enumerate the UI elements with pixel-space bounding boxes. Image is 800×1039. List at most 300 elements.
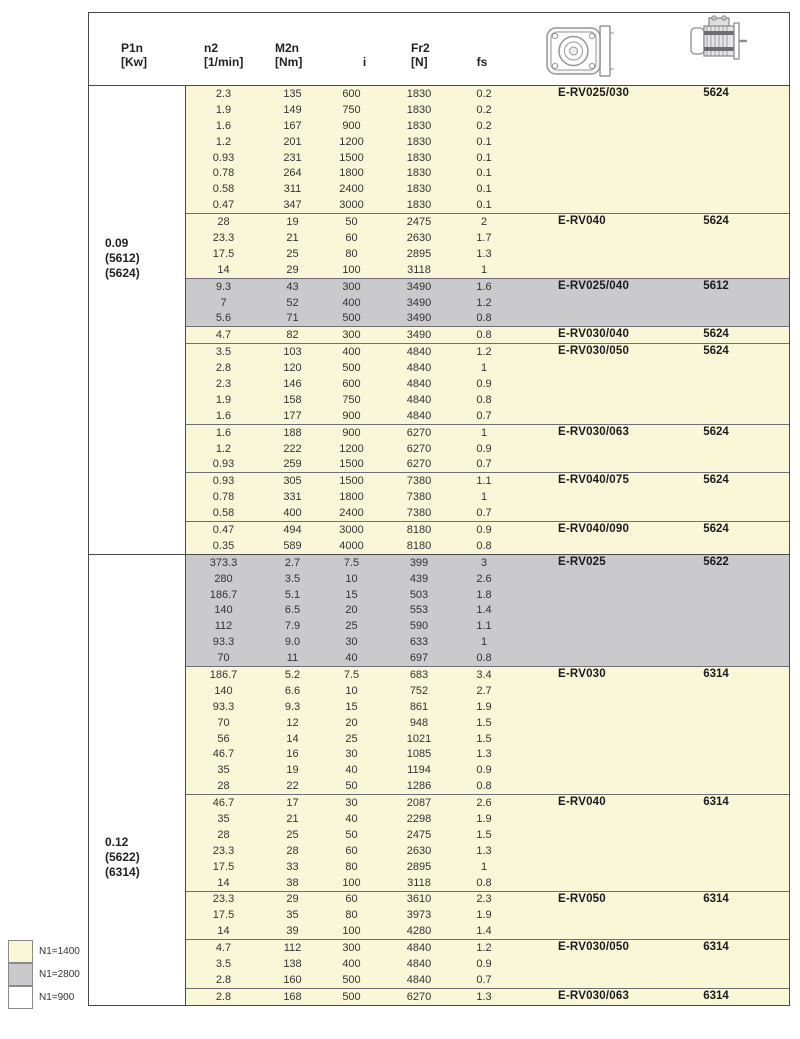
cell: 3000: [339, 199, 364, 212]
gearbox-model: E-RV050: [558, 892, 606, 905]
cell: 1.6: [215, 409, 232, 422]
motor-size: 5624: [703, 328, 729, 341]
cell: 14: [217, 263, 230, 276]
motor-size: 5624: [703, 87, 729, 99]
cell: 25: [286, 247, 299, 260]
cell: 6270: [406, 426, 432, 439]
cell: 7.5: [343, 556, 360, 569]
cell: 2.3: [215, 87, 232, 100]
cell: 4.7: [215, 942, 232, 955]
cell: 1830: [406, 87, 432, 100]
cell: 140: [214, 604, 233, 617]
cell: 494: [283, 523, 302, 536]
cell: 4840: [406, 346, 432, 359]
cell: 2630: [406, 844, 432, 857]
table-row: [186, 262, 789, 278]
cell: 280: [214, 572, 233, 585]
column-label: Fr2: [411, 41, 430, 55]
cell: 0.47: [212, 199, 235, 212]
p1n-value: [105, 236, 140, 281]
cell: 28: [217, 780, 230, 793]
table-row: [186, 603, 789, 619]
cell: 1500: [339, 475, 364, 488]
cell: 1830: [406, 151, 432, 164]
cell: 0.8: [476, 393, 492, 406]
cell: 15: [345, 700, 358, 713]
cell: 1.4: [476, 925, 492, 938]
motor-size: 5622: [703, 555, 729, 568]
cell: 0.93: [212, 475, 235, 488]
gearbox-block: [186, 326, 789, 343]
motor-size: 6314: [703, 989, 729, 1002]
gearbox-model: E-RV030: [558, 668, 606, 681]
cell: 100: [342, 876, 361, 889]
cell: 1.6: [476, 280, 492, 293]
column-label: P1n: [121, 41, 144, 55]
cell: 400: [342, 296, 361, 309]
cell: 1.6: [215, 119, 232, 132]
cell: 2.8: [215, 973, 232, 986]
cell: 167: [283, 119, 302, 132]
cell: 40: [345, 813, 358, 826]
cell: 35: [217, 764, 230, 777]
cell: 9.0: [284, 636, 301, 649]
table-row: [186, 408, 789, 424]
cell: 600: [342, 87, 361, 100]
cell: 0.1: [476, 151, 492, 164]
motor-size: 6314: [703, 941, 729, 954]
table-row: [186, 441, 789, 457]
cell: 0.1: [476, 135, 492, 148]
cell: 590: [409, 620, 429, 633]
p1n-cell: [89, 86, 186, 554]
cell: 50: [345, 216, 358, 229]
cell: 6.5: [284, 604, 301, 617]
table-row: [186, 859, 789, 875]
table-body: [89, 86, 789, 1005]
column-unit: [N]: [411, 55, 428, 69]
cell: 500: [342, 990, 361, 1003]
cell: 3118: [407, 876, 431, 889]
gearbox-model: E-RV040/075: [558, 474, 630, 487]
cell: 300: [342, 280, 361, 293]
cell: 231: [283, 151, 302, 164]
cell: 500: [342, 312, 361, 325]
gearbox-model: E-RV030/063: [558, 989, 630, 1002]
cell: 1.3: [476, 748, 492, 761]
cell: 1830: [406, 135, 432, 148]
cell: 8180: [406, 523, 432, 536]
cell: 168: [283, 990, 302, 1003]
cell: 35: [217, 813, 230, 826]
column-header-fr2: [411, 41, 430, 69]
cell: 2475: [406, 828, 432, 841]
cell: 7380: [406, 507, 432, 520]
cell: 750: [342, 393, 361, 406]
cell: 400: [342, 346, 361, 359]
cell: 30: [345, 797, 358, 810]
cell: 1194: [407, 764, 431, 777]
cell: 1.9: [215, 393, 232, 406]
gearbox-model: E-RV025/030: [558, 87, 630, 99]
cell: 7: [220, 296, 227, 309]
cell: 264: [283, 167, 302, 180]
cell: 2.8: [215, 362, 232, 375]
cell: 103: [283, 346, 302, 359]
cell: 1200: [339, 135, 364, 148]
table-row: [186, 778, 789, 794]
cell: 1.9: [476, 909, 492, 922]
cell: 6270: [406, 458, 432, 471]
cell: 0.93: [212, 151, 235, 164]
cell: 399: [409, 556, 429, 569]
cell: 4840: [406, 393, 432, 406]
cell: 1.5: [476, 828, 492, 841]
cell: 186.7: [209, 669, 238, 681]
cell: 4840: [406, 973, 432, 986]
cell: 1500: [339, 151, 364, 164]
cell: 0.35: [212, 539, 235, 552]
cell: 4280: [406, 925, 432, 938]
cell: 0.9: [476, 958, 492, 971]
cell: 5.1: [284, 588, 301, 601]
cell: 0.7: [476, 409, 492, 422]
cell: 5.6: [215, 312, 232, 325]
gearbox-blocks: [186, 86, 789, 554]
motor-size: 6314: [703, 668, 729, 681]
legend-swatch-gray: [8, 963, 33, 986]
cell: 0.8: [476, 780, 492, 793]
cell: 0.7: [476, 458, 492, 471]
cell: 0.9: [476, 764, 492, 777]
cell: 1085: [406, 748, 432, 761]
table-row: [186, 295, 789, 311]
table-row: [186, 843, 789, 859]
p1n-cell: [89, 555, 186, 1005]
cell: 1830: [406, 183, 432, 196]
cell: 160: [283, 973, 302, 986]
legend-swatch-white: [8, 986, 33, 1009]
legend-item-n1-900: [8, 986, 80, 1009]
cell: 10: [345, 684, 358, 697]
cell: 2: [480, 216, 488, 229]
column-unit: [Nm]: [275, 55, 303, 69]
cell: 1500: [339, 458, 364, 471]
cell: 3610: [406, 893, 432, 906]
cell: 1.5: [476, 732, 492, 745]
cell: 6.6: [284, 684, 301, 697]
cell: 1.3: [476, 247, 492, 260]
cell: 0.78: [212, 491, 235, 504]
cell: 14: [217, 925, 230, 938]
table-row: [186, 181, 789, 197]
cell: 1: [480, 491, 488, 504]
cell: 7.5: [343, 669, 360, 681]
cell: 0.1: [476, 183, 492, 196]
cell: 30: [345, 636, 358, 649]
table-row: [186, 650, 789, 666]
cell: 1830: [406, 103, 432, 116]
gearbox-model: E-RV030/063: [558, 425, 630, 438]
motor-ref: (5624): [105, 266, 140, 280]
table-row: [186, 489, 789, 505]
table-row: [186, 376, 789, 392]
legend-label: N1=2800: [39, 969, 80, 980]
cell: 3.5: [215, 346, 232, 359]
motor-ref: (5612): [105, 251, 140, 265]
cell: 439: [409, 572, 429, 585]
table-row: [186, 972, 789, 988]
cell: 20: [345, 716, 358, 729]
p1n-value: [105, 835, 140, 880]
cell: 3490: [406, 296, 432, 309]
cell: 900: [342, 409, 361, 422]
cell: 201: [283, 135, 302, 148]
cell: 948: [409, 716, 429, 729]
cell: 1830: [406, 199, 432, 212]
cell: 19: [286, 216, 299, 229]
cell: 1: [480, 860, 488, 873]
cell: 1.2: [476, 296, 492, 309]
cell: 46.7: [212, 797, 235, 810]
cell: 20: [345, 604, 358, 617]
cell: 1800: [339, 491, 364, 504]
cell: 861: [409, 700, 429, 713]
cell: 3: [480, 556, 488, 569]
gearbox-block: [186, 424, 789, 473]
cell: 28: [286, 844, 299, 857]
legend-label: N1=900: [39, 992, 75, 1003]
cell: 331: [283, 491, 302, 504]
cell: 347: [283, 199, 302, 212]
cell: 71: [286, 312, 299, 325]
cell: 22: [286, 780, 299, 793]
legend-item-n1-1400: [8, 940, 80, 963]
cell: 28: [217, 216, 230, 229]
cell: 0.1: [476, 167, 492, 180]
cell: 4840: [406, 377, 432, 390]
gearbox-icon: [544, 23, 616, 79]
cell: 82: [286, 329, 299, 342]
table-row: [186, 310, 789, 326]
gearbox-block: [186, 666, 789, 794]
motor-size: 5624: [703, 345, 729, 358]
cell: 1.9: [215, 103, 232, 116]
cell: 1200: [339, 442, 364, 455]
cell: 900: [342, 426, 361, 439]
gearbox-block: [186, 343, 789, 423]
cell: 112: [283, 942, 302, 955]
cell: 0.58: [212, 507, 235, 520]
cell: 1: [480, 263, 488, 276]
motor-size: 5624: [703, 523, 729, 536]
column-unit: [Kw]: [121, 55, 147, 69]
table-row: [186, 360, 789, 376]
cell: 93.3: [212, 700, 235, 713]
table-row: [186, 634, 789, 650]
table-row: [186, 715, 789, 731]
cell: 29: [286, 263, 299, 276]
cell: 4840: [406, 409, 432, 422]
cell: 14: [217, 876, 230, 889]
column-header-n2: [204, 41, 243, 69]
column-label: M2n: [275, 41, 299, 55]
cell: 56: [217, 732, 230, 745]
cell: 1.3: [476, 990, 492, 1003]
cell: 3.4: [476, 669, 492, 681]
cell: 138: [283, 958, 302, 971]
gearbox-model: E-RV030/050: [558, 941, 630, 954]
cell: 750: [342, 103, 361, 116]
cell: 0.8: [476, 652, 492, 665]
power-section-0.12: [89, 554, 789, 1005]
cell: 52: [286, 296, 299, 309]
table-row: [186, 907, 789, 923]
table-row: [186, 538, 789, 554]
cell: 9.3: [284, 700, 301, 713]
cell: 100: [342, 263, 361, 276]
cell: 0.47: [212, 523, 235, 536]
gearbox-blocks: [186, 555, 789, 1005]
cell: 7380: [406, 475, 432, 488]
table-row: [186, 230, 789, 246]
cell: 0.2: [476, 119, 492, 132]
cell: 589: [283, 539, 302, 552]
cell: 17: [286, 797, 299, 810]
gearbox-model: E-RV030/050: [558, 345, 630, 358]
cell: 1.4: [476, 604, 492, 617]
cell: 1.7: [476, 231, 492, 244]
cell: 19: [286, 764, 299, 777]
cell: 15: [345, 588, 358, 601]
legend-label: N1=1400: [39, 946, 80, 957]
cell: 2.7: [476, 684, 492, 697]
cell: 186.7: [209, 588, 238, 601]
table-row: [186, 827, 789, 843]
cell: 17.5: [212, 247, 235, 260]
cell: 1.3: [476, 844, 492, 857]
cell: 60: [345, 231, 358, 244]
gearbox-block: [186, 939, 789, 988]
cell: 4840: [406, 362, 432, 375]
cell: 5.2: [284, 669, 301, 681]
cell: 1.8: [476, 588, 492, 601]
cell: 1830: [406, 119, 432, 132]
cell: 1021: [406, 732, 432, 745]
cell: 2.6: [476, 797, 492, 810]
cell: 1.6: [215, 426, 232, 439]
cell: 3490: [406, 280, 432, 293]
cell: 23.3: [212, 844, 235, 857]
table-row: [186, 587, 789, 603]
cell: 4000: [339, 539, 364, 552]
gearbox-block: [186, 555, 789, 666]
cell: 0.9: [476, 377, 492, 390]
cell: 60: [345, 893, 358, 906]
cell: 2087: [406, 797, 432, 810]
motor-size: 5624: [703, 215, 729, 228]
table-row: [186, 811, 789, 827]
cell: 683: [409, 669, 429, 681]
cell: 1: [480, 636, 488, 649]
cell: 70: [217, 716, 230, 729]
cell: 16: [286, 748, 299, 761]
cell: 0.8: [476, 312, 492, 325]
cell: 305: [283, 475, 302, 488]
table-row: [186, 456, 789, 472]
gearbox-block: [186, 213, 789, 278]
table-row: [186, 165, 789, 181]
cell: 0.2: [476, 103, 492, 116]
cell: 7.9: [284, 620, 301, 633]
cell: 300: [342, 942, 361, 955]
cell: 135: [283, 87, 302, 100]
gearbox-model: E-RV030/040: [558, 328, 630, 341]
n1-speed-legend: [8, 940, 80, 1009]
gearbox-block: [186, 521, 789, 554]
table-row: [186, 699, 789, 715]
column-header-fs: [467, 55, 497, 69]
cell: 4840: [406, 958, 432, 971]
ratings-table: [88, 12, 790, 1006]
cell: 0.2: [476, 87, 492, 100]
cell: 80: [345, 909, 358, 922]
cell: 14: [286, 732, 299, 745]
table-row: [186, 923, 789, 939]
column-label: i: [362, 55, 367, 69]
cell: 149: [283, 103, 302, 116]
motor-size: 6314: [703, 796, 729, 809]
cell: 1.2: [215, 442, 232, 455]
gearbox-model: E-RV025: [558, 555, 606, 568]
cell: 3973: [406, 909, 432, 922]
gearbox-block: [186, 472, 789, 521]
column-header-p1n: [121, 41, 147, 69]
cell: 0.78: [212, 167, 235, 180]
table-row: [186, 731, 789, 747]
cell: 80: [345, 860, 358, 873]
cell: 9.3: [215, 280, 232, 293]
cell: 30: [345, 748, 358, 761]
cell: 10: [345, 572, 358, 585]
gearbox-model: E-RV040/090: [558, 523, 630, 536]
cell: 93.3: [212, 636, 235, 649]
motor-size: 5624: [703, 474, 729, 487]
cell: 11: [286, 652, 299, 665]
cell: 120: [283, 362, 302, 375]
gearbox-block: [186, 86, 789, 213]
cell: 23.3: [212, 893, 235, 906]
gearbox-model: E-RV025/040: [558, 279, 630, 292]
cell: 50: [345, 828, 358, 841]
cell: 17.5: [212, 909, 235, 922]
cell: 1830: [406, 167, 432, 180]
cell: 1.2: [215, 135, 232, 148]
cell: 0.9: [476, 523, 492, 536]
cell: 300: [342, 329, 361, 342]
cell: 900: [342, 119, 361, 132]
cell: 3490: [406, 312, 432, 325]
cell: 500: [342, 973, 361, 986]
motor-size: 5612: [703, 279, 729, 292]
cell: 4840: [406, 942, 432, 955]
cell: 633: [409, 636, 429, 649]
cell: 40: [345, 764, 358, 777]
cell: 752: [409, 684, 429, 697]
cell: 12: [286, 716, 299, 729]
cell: 2.8: [215, 990, 232, 1003]
legend-item-n1-2800: [8, 963, 80, 986]
